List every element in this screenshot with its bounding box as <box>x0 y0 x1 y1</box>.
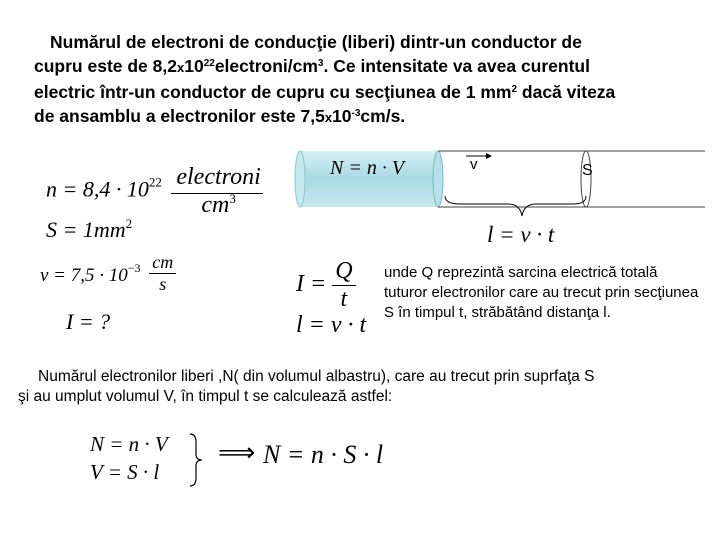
length-brace <box>445 196 586 216</box>
unit-fraction <box>149 252 176 295</box>
problem-line-4c: cm/s. <box>360 106 406 126</box>
distance-formula: l = v · t <box>296 312 367 338</box>
exponent: 2 <box>125 216 133 231</box>
length-formula: l = v · t <box>487 222 555 247</box>
unit-denominator: s <box>159 274 167 294</box>
derivation-system <box>90 430 168 486</box>
exponent: -3 <box>351 108 361 119</box>
paragraph-2-line-1: Numărul electronilor liberi ,N( din volumul albastru), care au trecut prin suprfaţa S <box>38 368 595 385</box>
arrow-head-icon <box>486 153 492 159</box>
given-s-value: S = 1mm <box>46 217 126 242</box>
fraction-bar <box>171 193 263 194</box>
problem-line-2d: . Ce intensitate va avea curentul <box>323 56 590 76</box>
exponent: 22 <box>148 174 162 190</box>
problem-line-1: Numărul de electroni de conducţie (liberi) dintr-un conductor de <box>50 32 582 52</box>
problem-line-4b: 10 <box>332 106 352 126</box>
paragraph-2-line-2: şi au umplut volumul V, în timpul t se calculează astfel: <box>18 388 393 405</box>
given-n-value: n = 8,4 · 10 <box>46 176 149 202</box>
cylinder-right-face <box>433 151 443 207</box>
problem-line-2a: cupru este de 8,2 <box>34 56 177 76</box>
times-symbol: x <box>324 110 333 125</box>
given-s <box>46 216 132 243</box>
velocity-label: v <box>470 156 478 173</box>
exponent: 22 <box>203 58 215 69</box>
section-label: S <box>582 162 593 179</box>
implies-arrow-icon: ⟹ <box>218 438 256 468</box>
problem-line-3a: electric într-un conductor de cupru cu secţiunea de 1 mm <box>34 82 512 102</box>
problem-statement <box>34 30 706 130</box>
exponent: 3 <box>317 58 324 69</box>
current-lhs: I = <box>296 271 327 298</box>
given-n <box>46 164 264 219</box>
given-v-value: v = 7,5 · 10 <box>40 264 128 286</box>
current-formula <box>296 258 356 313</box>
unit-numerator: electroni <box>176 164 261 190</box>
result-formula: N = n · S · l <box>263 440 384 469</box>
problem-line-2c: electroni/cm <box>214 56 318 76</box>
paragraph-2 <box>18 367 708 407</box>
equation-n: N = n · V <box>90 432 168 456</box>
unit-numerator: cm <box>149 252 176 274</box>
problem-line-4a: de ansamblu a electronilor este 7,5 <box>34 106 325 126</box>
charge-over-time <box>332 258 355 313</box>
explanation-text: unde Q reprezintă sarcina electrică totală tuturor electronilor care au trecut prin secţiunea S în timpul t, străbătând distanţa l. <box>384 264 699 321</box>
cylinder-left-face <box>295 151 305 207</box>
problem-line-2b: 10 <box>184 56 204 76</box>
equation-v: V = S · l <box>90 460 160 484</box>
problem-line-3b: dacă viteza <box>517 82 616 102</box>
unit-fraction <box>173 164 263 219</box>
charge-q: Q <box>332 258 355 286</box>
time-t: t <box>340 286 348 312</box>
given-v <box>40 252 176 295</box>
right-brace <box>186 432 206 488</box>
cylinder-formula: N = n · V <box>330 157 405 179</box>
exponent: −3 <box>127 260 141 275</box>
exponent: 3 <box>229 191 236 206</box>
exponent: 2 <box>511 84 518 95</box>
times-symbol: x <box>176 60 185 75</box>
unknown-current: I = ? <box>66 309 111 334</box>
unit-denominator: cm <box>201 192 230 218</box>
